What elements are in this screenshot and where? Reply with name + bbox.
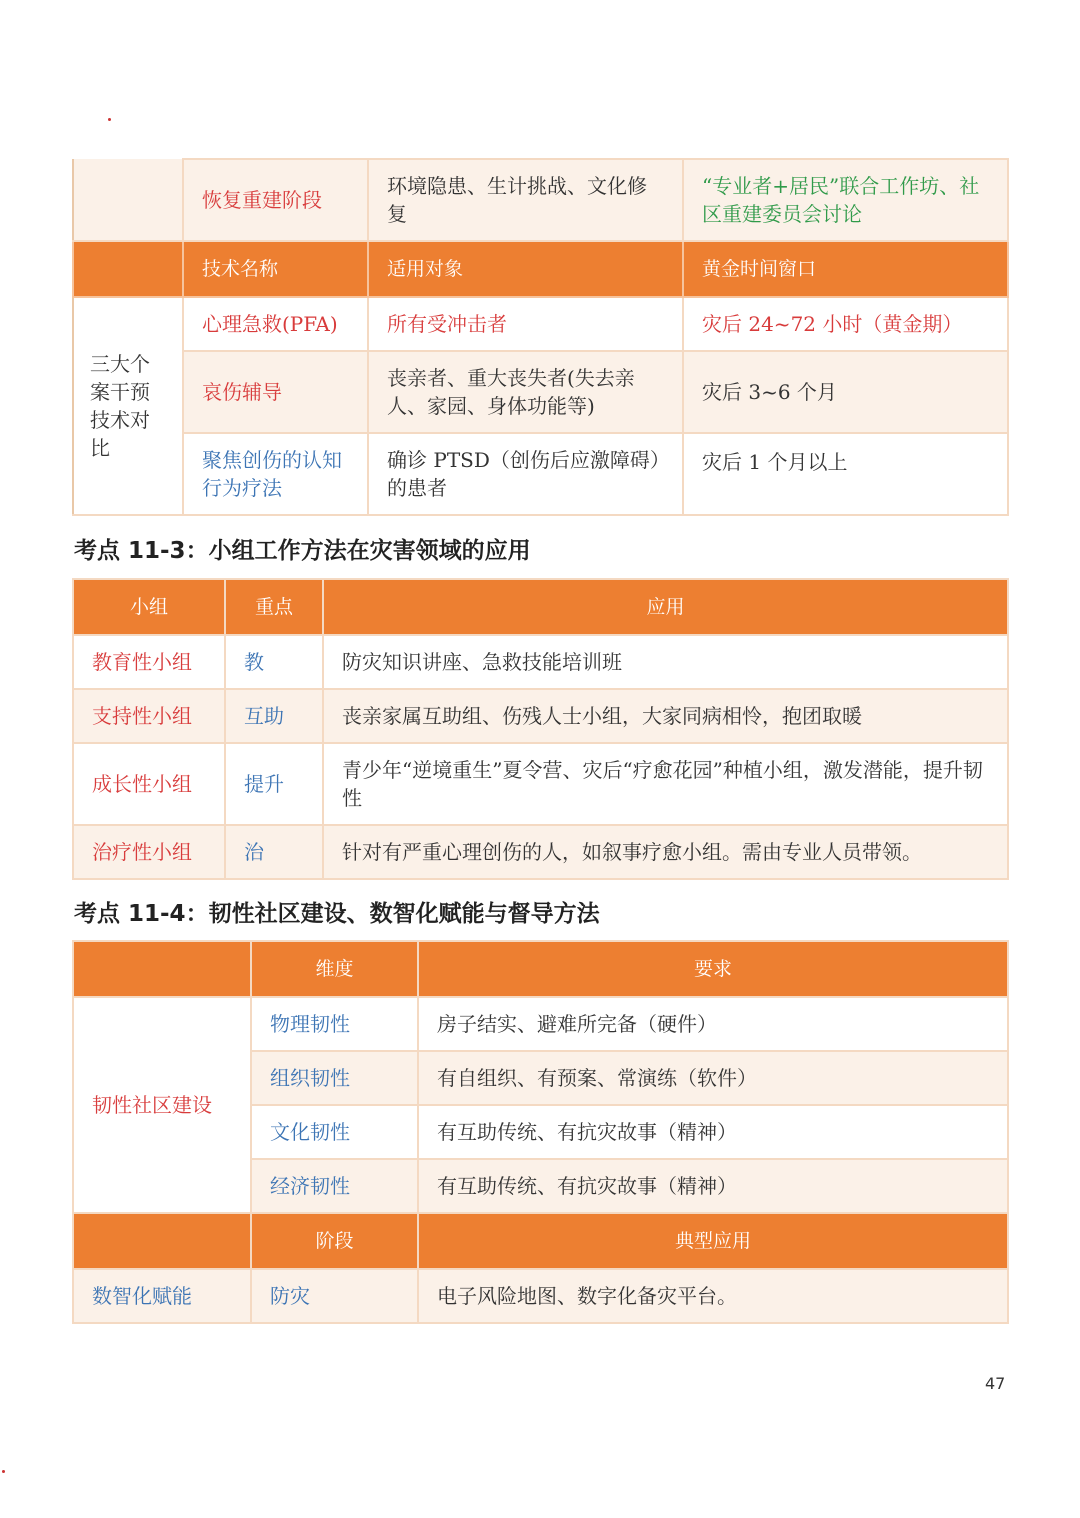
technique-target: 确诊 PTSD（创伤后应激障碍）的患者 [368,433,683,515]
group-type: 治疗性小组 [73,825,225,879]
dimension-cell: 文化韧性 [251,1105,418,1159]
table-row [73,743,1008,825]
group-application: 青少年“逆境重生”夏令营、灾后“疗愈花园”种植小组，激发潜能，提升韧性 [323,743,1008,825]
header-cell [73,1213,251,1269]
group-application: 防灾知识讲座、急救技能培训班 [323,635,1008,689]
group-focus: 提升 [225,743,323,825]
application-cell: 电子风险地图、数字化备灾平台。 [418,1269,1008,1323]
decorative-dot [2,1470,5,1473]
technique-window: 灾后 3~6 个月 [683,351,1008,433]
header-cell: 小组 [73,579,225,635]
group-focus: 互助 [225,689,323,743]
page-number: 47 [985,1374,1006,1393]
table-row [73,159,1008,241]
group-application: 丧亲家属互助组、伤残人士小组，大家同病相怜，抱团取暖 [323,689,1008,743]
header-cell: 重点 [225,579,323,635]
table-header-row [73,241,1008,297]
technique-window: 灾后 1 个月以上 [683,433,1008,515]
header-cell: 应用 [323,579,1008,635]
technique-target: 所有受冲击者 [368,297,683,351]
table-header-row [73,579,1008,635]
resilience-table [72,940,1009,1324]
group-type: 教育性小组 [73,635,225,689]
group-type: 成长性小组 [73,743,225,825]
group-type: 支持性小组 [73,689,225,743]
header-cell: 维度 [251,941,418,997]
requirement-cell: 有自组织、有预案、常演练（软件） [418,1051,1008,1105]
requirement-cell: 有互助传统、有抗灾故事（精神） [418,1159,1008,1213]
header-cell [73,241,183,297]
header-cell: 阶段 [251,1213,418,1269]
technique-window: 灾后 24~72 小时（黄金期） [683,297,1008,351]
group-focus: 教 [225,635,323,689]
methods-cell: “专业者+居民”联合工作坊、社区重建委员会讨论 [683,159,1008,241]
empty-cell [73,159,183,241]
section-label: 韧性社区建设 [73,997,251,1213]
technique-target: 丧亲者、重大丧失者(失去亲人、家园、身体功能等) [368,351,683,433]
stage-cell: 防灾 [251,1269,418,1323]
section-label: 三大个案干预技术对比 [73,297,183,515]
digital-label: 数智化赋能 [73,1269,251,1323]
requirement-cell: 有互助传统、有抗灾故事（精神） [418,1105,1008,1159]
header-cell: 典型应用 [418,1213,1008,1269]
stage-cell: 恢复重建阶段 [183,159,368,241]
table-row [73,297,1008,351]
table-header-row [73,941,1008,997]
table-row [73,1269,1008,1323]
header-cell: 要求 [418,941,1008,997]
technique-name: 心理急救(PFA) [183,297,368,351]
table-row [73,825,1008,879]
table-row [73,635,1008,689]
header-cell: 黄金时间窗口 [683,241,1008,297]
dimension-cell: 组织韧性 [251,1051,418,1105]
requirement-cell: 房子结实、避难所完备（硬件） [418,997,1008,1051]
table-row [73,689,1008,743]
table-row [73,351,1008,433]
technique-name: 聚焦创伤的认知行为疗法 [183,433,368,515]
intervention-table [72,158,1009,516]
table-row [73,997,1008,1051]
technique-name: 哀伤辅导 [183,351,368,433]
header-cell: 技术名称 [183,241,368,297]
table-row [73,433,1008,515]
header-cell [73,941,251,997]
section-heading: 考点 11-4：韧性社区建设、数智化赋能与督导方法 [74,901,600,927]
group-focus: 治 [225,825,323,879]
dimension-cell: 经济韧性 [251,1159,418,1213]
table-header-row [73,1213,1008,1269]
problems-cell: 环境隐患、生计挑战、文化修复 [368,159,683,241]
decorative-dot [108,118,111,121]
section-heading: 考点 11-3：小组工作方法在灾害领域的应用 [74,538,531,564]
dimension-cell: 物理韧性 [251,997,418,1051]
group-work-table [72,578,1009,880]
header-cell: 适用对象 [368,241,683,297]
group-application: 针对有严重心理创伤的人，如叙事疗愈小组。需由专业人员带领。 [323,825,1008,879]
